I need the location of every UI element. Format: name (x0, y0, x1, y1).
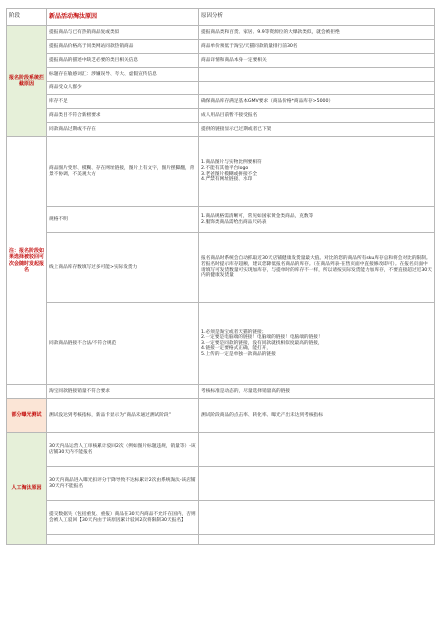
requirements-page (6, 8, 434, 545)
table-row (7, 501, 435, 535)
phase-cell: 报名阶段系统拦截原因 (7, 26, 47, 137)
analysis-cell (199, 467, 435, 501)
elimination-reason-table (6, 8, 435, 545)
table-row (7, 82, 435, 95)
analysis-line: 2.一定要是电脑端的链接！电脑端的链接！电脑端的链接！ (201, 335, 323, 341)
analysis-cell: 考核标准是动态的，尽量选择销量高的链接 (199, 385, 435, 399)
table-row (7, 40, 435, 54)
analysis-line: 3.老爸图片模糊或拼接不全 (201, 171, 258, 177)
analysis-cell: 成人用品目前暂不接受报名 (199, 109, 435, 123)
reason-cell: 30天内商品进入曝光扣评分于降导致不达标累计2次由系统淘汰-该店铺30天内不能报名 (47, 467, 199, 501)
reason-cell: 同款商品过期或不存在 (47, 123, 199, 137)
reason-cell: 提报商品的描述中缺乏必要的类目相关信息 (47, 54, 199, 68)
analysis-cell (199, 433, 435, 467)
analysis-line: 4.链接一定要格式正确，能打开， (201, 346, 272, 352)
analysis-cell (199, 137, 435, 207)
table-row (7, 26, 435, 40)
analysis-line: 4.严禁有网址链接、水印 (201, 177, 253, 183)
table-row (7, 233, 435, 303)
table-row (7, 95, 435, 109)
analysis-cell (199, 501, 435, 535)
table-row (7, 54, 435, 68)
analysis-cell: 测试阶段商品的点击率、转化率、曝光产出未达到考核指标 (199, 399, 435, 433)
reason-cell: 提交数据失（包括重复、重报）商品在30天内商品不允许在国内，否则会被人工驳回【30天内由于该原因累计驳回2次将限制30天报名】 (47, 501, 199, 535)
analysis-line: 1.商品图片与实物比例要相符 (201, 160, 262, 166)
phase-note-cell: 注：报名阶段如果选择被驳回可次会随时发起报名 (7, 137, 47, 385)
reason-cell: 提报商品与已有热销商品复或类似 (47, 26, 199, 40)
analysis-line: 1.商品规格需清晰可，常见如国家黄金类商品，克数等 (201, 213, 314, 219)
analysis-cell (199, 82, 435, 95)
analysis-line: 2.服饰类商品需给出商品尺码表 (201, 219, 267, 225)
analysis-cell: 商品详情和商品本身一定要相关 (199, 54, 435, 68)
table-row (7, 137, 435, 207)
reason-cell: 库存不足 (47, 95, 199, 109)
table-row (7, 68, 435, 82)
table-row (7, 433, 435, 467)
analysis-cell: 提报商品类和百货、家居、9.9等资源位的大爆款类似，就会被拒绝 (199, 26, 435, 40)
reason-cell: 标题存在敏感词汇：涉嫌误导、夸大、虚假宣传信息 (47, 68, 199, 82)
analysis-line: 5.上传的一定是单独一款商品的链接 (201, 351, 276, 357)
table-row (7, 399, 435, 433)
table-row (7, 123, 435, 137)
phase-empty-cell (7, 385, 47, 399)
analysis-cell: 报名商品时系统会自动抓取近30天店铺健康发货量最大值。对比的您的商品所有sku库存总和将会对比的限制。若报名时提示库存超额，建议您降低报名商品的库存。（在商品列表-在售页面中直接修改即可）。在报名页面中请填写可发货数量可实现加库存，与提单时的库存不一样，所以请按实际发货能力加库存，不要直接超过近30天内的健康发货量 (199, 233, 435, 303)
table-row (7, 207, 435, 233)
analysis-cell (199, 68, 435, 82)
header-phase: 阶段 (7, 9, 47, 26)
reason-cell: 测试没达到考核指标，新品卡显示为“商品未通过测试阶段” (47, 399, 199, 433)
analysis-line: 1.必须是淘宝或者天猫的链接； (201, 329, 267, 335)
reason-cell: 同款商品链接不合法/不符合规范 (47, 303, 199, 385)
analysis-cell (199, 207, 435, 233)
analysis-cell: 确保商品库存满足基本GMV要求（商品价格*商品库存>5000） (199, 95, 435, 109)
reason-cell: 商品受众人群少 (47, 82, 199, 95)
table-row (7, 467, 435, 501)
reason-cell: 规格不明 (47, 207, 199, 233)
phase-cell: 人工淘汰原因 (7, 433, 47, 545)
header-reason: 新品活动淘汰原因 (47, 9, 199, 26)
analysis-cell: 商品单价须低于淘宝/天猫同款销量排行前30名 (199, 40, 435, 54)
analysis-cell: 提供的链接显示已过期或者已下架 (199, 123, 435, 137)
reason-cell (47, 535, 199, 545)
reason-cell: 商品图片变形、模糊、存在网址链接，图片上有文字，图片摆脚翻，背景不协调，不美观大方 (47, 137, 199, 207)
reason-cell: 淘宝同款链接销量不符合要求 (47, 385, 199, 399)
reason-cell: 商品类目不符合新榜要求 (47, 109, 199, 123)
phase-cell: 部分曝光测试 (7, 399, 47, 433)
analysis-line: 2.不能有其他平台logo (201, 165, 249, 171)
reason-cell: 提报商品价格高于同类网站同款热销商品 (47, 40, 199, 54)
reason-cell: 线上商品库存数填写过多可能>实际发货力 (47, 233, 199, 303)
table-row (7, 385, 435, 399)
reason-cell: 30天内品运营人工审核累计驳回2次（例如图片标题违规，销量等）-该店铺30天内不能报名 (47, 433, 199, 467)
table-row (7, 109, 435, 123)
analysis-line: 3.一定要是同款的链接，没有同款就找相似度最高的链接， (201, 340, 323, 346)
analysis-cell (199, 303, 435, 385)
table-row (7, 303, 435, 385)
header-row (7, 9, 435, 26)
analysis-cell (199, 535, 435, 545)
table-row (7, 535, 435, 545)
header-analysis: 原因分析 (199, 9, 435, 26)
